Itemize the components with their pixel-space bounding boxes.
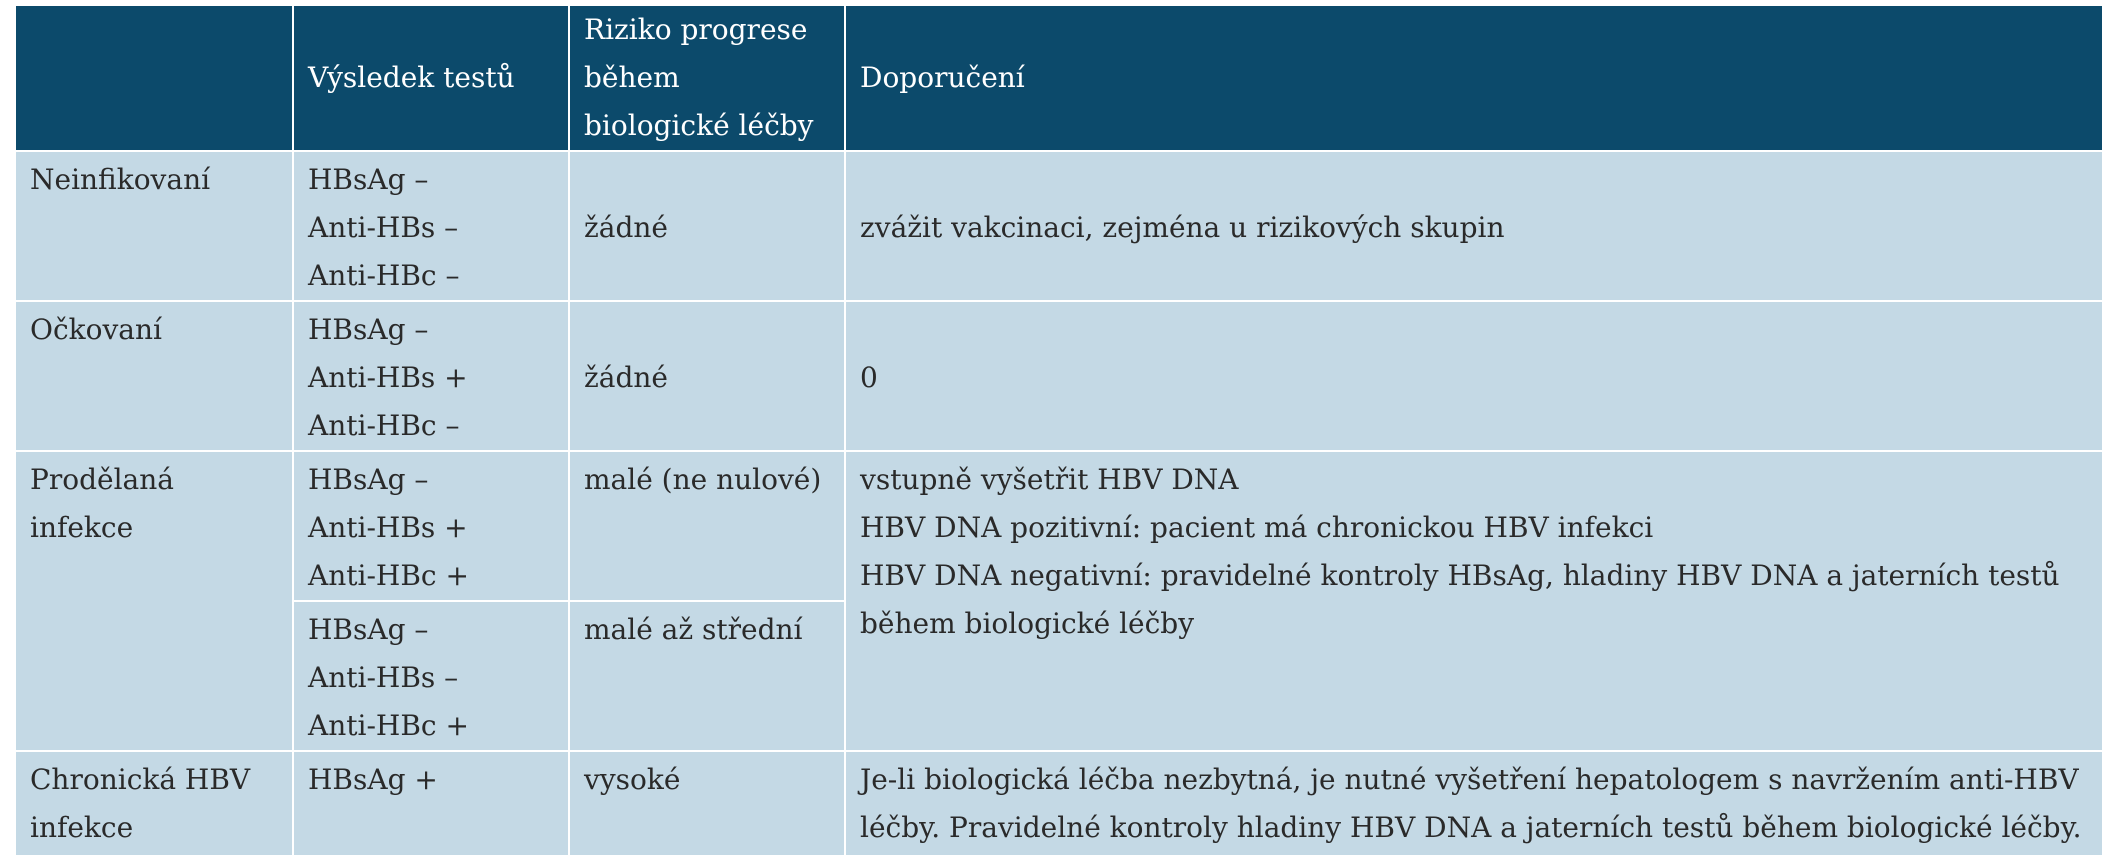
header-test-results: Výsledek testů	[293, 5, 569, 151]
table-row-chronic	[15, 751, 2103, 856]
group-cell: Očkovaní	[15, 301, 293, 451]
group-cell: Chronická HBV infekce	[15, 751, 293, 856]
header-recommendation: Doporučení	[845, 5, 2103, 151]
risk-cell: žádné	[569, 151, 845, 301]
recommendation-cell: Je-li biologická léčba nezbytná, je nutné vyšetření hepatologem s navržením anti-HBV léčby. Pravidelné kontroly hladiny HBV DNA a jaterních testů během biologické léčby.	[845, 751, 2103, 856]
tests-cell: HBsAg – Anti-HBs + Anti-HBc –	[293, 301, 569, 451]
recommendation-cell: vstupně vyšetřit HBV DNA HBV DNA pozitivní: pacient má chronickou HBV infekci HBV DNA negativní: pravidelné kontroly HBsAg, hladiny HBV DNA a jaterních testů během biologické léčby	[845, 451, 2103, 751]
header-progression-risk: Riziko progrese během biologické léčby	[569, 5, 845, 151]
table-row-uninfected	[15, 151, 2103, 301]
group-cell: Neinfikovaní	[15, 151, 293, 301]
table-row-vaccinated	[15, 301, 2103, 451]
risk-cell: malé až střední	[569, 601, 845, 751]
header-row	[15, 5, 2103, 151]
risk-cell: malé (ne nulové)	[569, 451, 845, 601]
table-row-past-infection	[15, 451, 2103, 601]
hbv-risk-table	[14, 4, 2104, 857]
tests-cell: HBsAg – Anti-HBs – Anti-HBc +	[293, 601, 569, 751]
recommendation-cell: zvážit vakcinaci, zejména u rizikových skupin	[845, 151, 2103, 301]
risk-cell: žádné	[569, 301, 845, 451]
tests-cell: HBsAg +	[293, 751, 569, 856]
tests-cell: HBsAg – Anti-HBs + Anti-HBc +	[293, 451, 569, 601]
group-cell: Prodělaná infekce	[15, 451, 293, 751]
header-group	[15, 5, 293, 151]
risk-cell: vysoké	[569, 751, 845, 856]
recommendation-cell: 0	[845, 301, 2103, 451]
tests-cell: HBsAg – Anti-HBs – Anti-HBc –	[293, 151, 569, 301]
